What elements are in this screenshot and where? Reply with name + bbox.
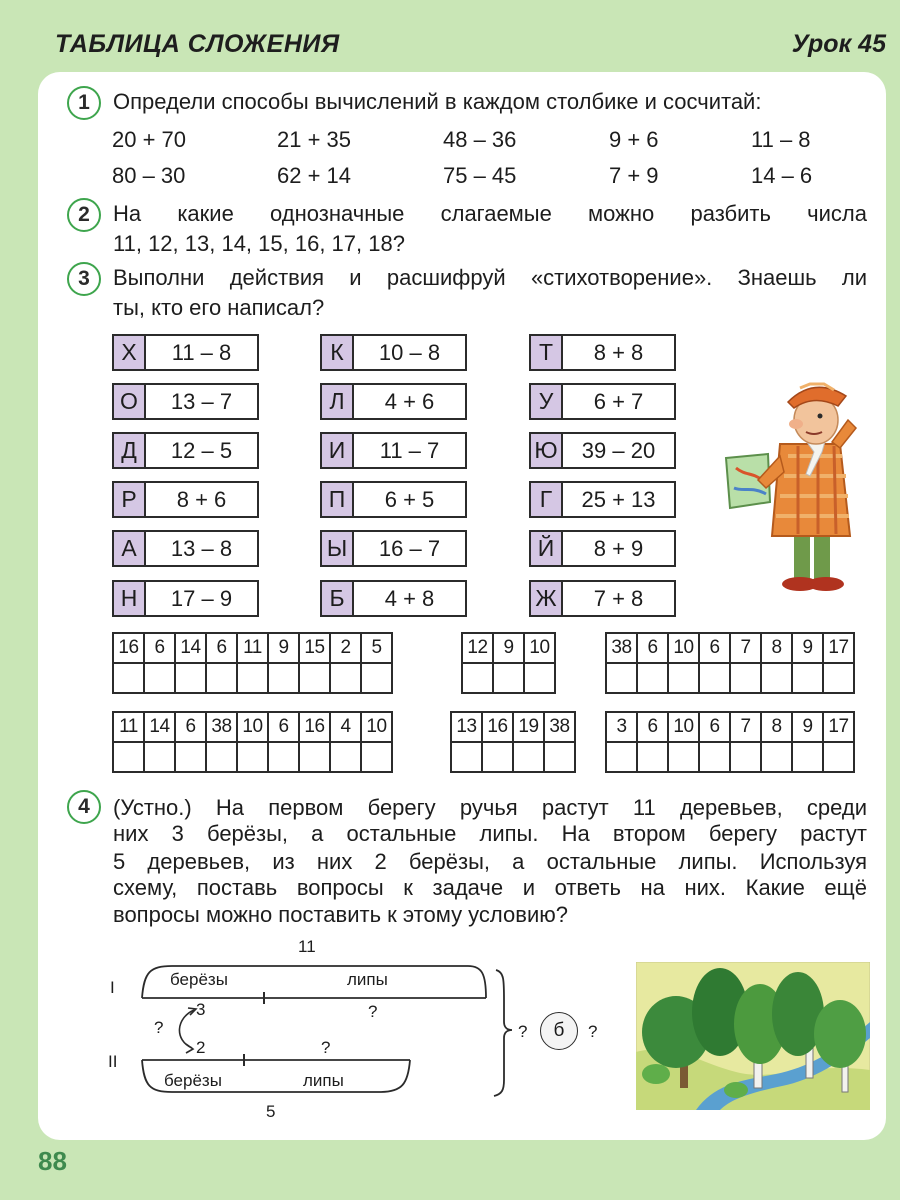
task-number-4: 4 bbox=[67, 790, 101, 824]
grid-code: 8 bbox=[761, 633, 792, 663]
grid-answer-cell[interactable] bbox=[823, 663, 854, 693]
grid-code: 16 bbox=[113, 633, 144, 663]
grid-code: 9 bbox=[792, 712, 823, 742]
task1-expr: 21 + 35 bbox=[277, 127, 352, 152]
grid-answer-cell[interactable] bbox=[637, 663, 668, 693]
cipher-expr: 17 – 9 bbox=[170, 586, 233, 611]
cipher-box bbox=[320, 481, 467, 518]
cipher-box bbox=[112, 481, 259, 518]
grid-code: 15 bbox=[299, 633, 330, 663]
cipher-letter: Н bbox=[114, 582, 146, 615]
grid-answer-cell[interactable] bbox=[237, 742, 268, 772]
grid-code: 14 bbox=[175, 633, 206, 663]
task4-line: них 3 берёзы, а остальные липы. На втором берегу растут bbox=[113, 821, 867, 846]
cipher-letter: У bbox=[531, 385, 563, 418]
cipher-letter: Т bbox=[531, 336, 563, 369]
grid-answer-cell[interactable] bbox=[482, 742, 513, 772]
grid-answer-cell[interactable] bbox=[699, 742, 730, 772]
grid-answer-cell[interactable] bbox=[299, 742, 330, 772]
cipher-box bbox=[320, 334, 467, 371]
scheme-linden-top: липы bbox=[347, 970, 388, 989]
grid-answer-cell[interactable] bbox=[206, 742, 237, 772]
grid-code: 6 bbox=[637, 712, 668, 742]
cipher-box bbox=[529, 383, 676, 420]
grid-code: 19 bbox=[513, 712, 544, 742]
task1-expr: 75 – 45 bbox=[443, 163, 517, 188]
answer-grid-2 bbox=[461, 632, 556, 694]
grid-code: 9 bbox=[268, 633, 299, 663]
cipher-letter: П bbox=[322, 483, 354, 516]
grid-code: 10 bbox=[668, 633, 699, 663]
grid-code: 8 bbox=[761, 712, 792, 742]
grid-code: 6 bbox=[268, 712, 299, 742]
cipher-box bbox=[112, 580, 259, 617]
task1-text: Определи способы вычислений в каждом столбике и сосчитай: bbox=[113, 89, 762, 114]
grid-answer-cell[interactable] bbox=[361, 742, 392, 772]
scheme-three: 3 bbox=[196, 1000, 206, 1019]
cipher-letter: Л bbox=[322, 385, 354, 418]
scheme-two: 2 bbox=[196, 1038, 206, 1057]
grid-code: 38 bbox=[206, 712, 237, 742]
grid-code: 13 bbox=[451, 712, 482, 742]
grid-code: 6 bbox=[206, 633, 237, 663]
task4-line: (Устно.) На первом берегу ручья растут 11 деревьев, среди bbox=[113, 795, 867, 820]
scheme-top-total: 11 bbox=[298, 937, 316, 956]
grid-answer-cell[interactable] bbox=[237, 663, 268, 693]
grid-answer-cell[interactable] bbox=[113, 663, 144, 693]
grid-code: 6 bbox=[699, 633, 730, 663]
cipher-letter: Х bbox=[114, 336, 146, 369]
cipher-expr: 7 + 8 bbox=[593, 586, 644, 611]
cipher-expr: 11 – 8 bbox=[171, 340, 232, 365]
task1-expr: 7 + 9 bbox=[609, 163, 659, 188]
grid-code: 12 bbox=[462, 633, 493, 663]
grid-code: 38 bbox=[606, 633, 637, 663]
page-number: 88 bbox=[38, 1146, 67, 1176]
cipher-expr: 10 – 8 bbox=[378, 340, 441, 365]
task-number-2: 2 bbox=[67, 198, 101, 232]
grid-answer-cell[interactable] bbox=[668, 663, 699, 693]
grid-answer-cell[interactable] bbox=[493, 663, 524, 693]
task3-line2: ты, кто его написал? bbox=[113, 295, 325, 320]
grid-code: 6 bbox=[144, 633, 175, 663]
grid-code: 4 bbox=[330, 712, 361, 742]
grid-answer-cell[interactable] bbox=[175, 663, 206, 693]
scheme-question: ? bbox=[154, 1018, 164, 1037]
grid-answer-cell[interactable] bbox=[113, 742, 144, 772]
cipher-expr: 13 – 7 bbox=[170, 389, 233, 414]
answer-grid-4 bbox=[112, 711, 393, 773]
answer-grid-5 bbox=[450, 711, 576, 773]
cipher-letter: Г bbox=[531, 483, 563, 516]
task1-expr: 20 + 70 bbox=[112, 127, 187, 152]
scheme-birch-top: берёзы bbox=[170, 970, 228, 989]
cipher-box bbox=[320, 432, 467, 469]
grid-answer-cell[interactable] bbox=[268, 742, 299, 772]
scheme-row-1-label: I bbox=[110, 978, 115, 997]
lesson-label: Урок 45 bbox=[791, 30, 886, 58]
cipher-letter: К bbox=[322, 336, 354, 369]
cipher-box bbox=[320, 383, 467, 420]
grid-answer-cell[interactable] bbox=[524, 663, 555, 693]
grid-answer-cell[interactable] bbox=[792, 742, 823, 772]
task1-expr: 11 – 8 bbox=[751, 127, 811, 152]
cipher-letter: Й bbox=[531, 532, 563, 565]
grid-answer-cell[interactable] bbox=[268, 663, 299, 693]
cipher-box bbox=[112, 432, 259, 469]
grid-code: 11 bbox=[113, 712, 144, 742]
grid-answer-cell[interactable] bbox=[761, 742, 792, 772]
grid-code: 11 bbox=[237, 633, 268, 663]
grid-code: 9 bbox=[792, 633, 823, 663]
grid-code: 10 bbox=[237, 712, 268, 742]
scheme-question: ? bbox=[368, 1002, 378, 1021]
grid-answer-cell[interactable] bbox=[668, 742, 699, 772]
cipher-expr: 13 – 8 bbox=[170, 536, 233, 561]
grid-answer-cell[interactable] bbox=[175, 742, 206, 772]
cipher-letter: А bbox=[114, 532, 146, 565]
grid-answer-cell[interactable] bbox=[299, 663, 330, 693]
grid-code: 6 bbox=[637, 633, 668, 663]
cipher-expr: 12 – 5 bbox=[170, 438, 233, 463]
grid-answer-cell[interactable] bbox=[730, 663, 761, 693]
cipher-letter: Р bbox=[114, 483, 146, 516]
cipher-expr: 6 + 5 bbox=[384, 487, 435, 512]
grid-code: 16 bbox=[482, 712, 513, 742]
grid-code: 6 bbox=[175, 712, 206, 742]
cipher-box bbox=[529, 334, 676, 371]
cipher-expr: 16 – 7 bbox=[378, 536, 441, 561]
task1-expr: 80 – 30 bbox=[112, 163, 186, 188]
cipher-letter: Ы bbox=[322, 532, 354, 565]
cipher-expr: 4 + 6 bbox=[384, 389, 435, 414]
cipher-box bbox=[529, 530, 676, 567]
grid-code: 14 bbox=[144, 712, 175, 742]
cipher-box bbox=[320, 530, 467, 567]
grid-answer-cell[interactable] bbox=[330, 663, 361, 693]
answer-grid-1 bbox=[112, 632, 393, 694]
grid-answer-cell[interactable] bbox=[144, 663, 175, 693]
grid-answer-cell[interactable] bbox=[330, 742, 361, 772]
cipher-box bbox=[112, 334, 259, 371]
grid-code: 10 bbox=[668, 712, 699, 742]
cipher-expr: 4 + 8 bbox=[384, 586, 435, 611]
scheme-linden-bottom: липы bbox=[303, 1071, 344, 1090]
cipher-expr: 11 – 7 bbox=[379, 438, 440, 463]
cipher-expr: 6 + 7 bbox=[593, 389, 644, 414]
task-number-3: 3 bbox=[67, 262, 101, 296]
scheme-question: ? bbox=[321, 1038, 331, 1057]
cipher-letter: Ю bbox=[531, 434, 563, 467]
grid-code: 2 bbox=[330, 633, 361, 663]
grid-answer-cell[interactable] bbox=[606, 663, 637, 693]
grid-code: 6 bbox=[699, 712, 730, 742]
cipher-box bbox=[529, 432, 676, 469]
cipher-box bbox=[112, 530, 259, 567]
page-header bbox=[0, 0, 900, 68]
grid-code: 10 bbox=[524, 633, 555, 663]
grid-code: 38 bbox=[544, 712, 575, 742]
operation-circle: б bbox=[540, 1012, 578, 1050]
grid-code: 9 bbox=[493, 633, 524, 663]
cipher-letter: Ж bbox=[531, 582, 563, 615]
cipher-box bbox=[320, 580, 467, 617]
cipher-expr: 25 + 13 bbox=[581, 487, 656, 512]
grid-answer-cell[interactable] bbox=[544, 742, 575, 772]
task1-expr: 48 – 36 bbox=[443, 127, 517, 152]
grid-code: 17 bbox=[823, 712, 854, 742]
grid-code: 7 bbox=[730, 712, 761, 742]
grid-code: 5 bbox=[361, 633, 392, 663]
answer-grid-6 bbox=[605, 711, 855, 773]
trees-by-stream-illustration bbox=[636, 962, 870, 1110]
scheme-question: ? bbox=[588, 1022, 598, 1041]
task1-expr: 14 – 6 bbox=[751, 163, 813, 188]
grid-answer-cell[interactable] bbox=[730, 742, 761, 772]
grid-answer-cell[interactable] bbox=[823, 742, 854, 772]
grid-answer-cell[interactable] bbox=[513, 742, 544, 772]
task4-line: схему, поставь вопросы к задаче и ответь на них. Какие ещё bbox=[113, 875, 867, 900]
task1-expr: 62 + 14 bbox=[277, 163, 352, 188]
cipher-expr: 8 + 6 bbox=[176, 487, 227, 512]
cipher-box bbox=[529, 580, 676, 617]
task-number-1: 1 bbox=[67, 86, 101, 120]
scheme-row-2-label: II bbox=[108, 1052, 118, 1071]
grid-code: 17 bbox=[823, 633, 854, 663]
cipher-letter: Б bbox=[322, 582, 354, 615]
task2-line1: На какие однозначные слагаемые можно разбить числа bbox=[113, 201, 867, 226]
task4-line: 5 деревьев, из них 2 берёзы, а остальные липы. Используя bbox=[113, 849, 867, 874]
grid-answer-cell[interactable] bbox=[206, 663, 237, 693]
grid-answer-cell[interactable] bbox=[606, 742, 637, 772]
grid-code: 3 bbox=[606, 712, 637, 742]
answer-grid-3 bbox=[605, 632, 855, 694]
boy-with-map-illustration bbox=[722, 376, 872, 598]
grid-answer-cell[interactable] bbox=[699, 663, 730, 693]
section-title: ТАБЛИЦА СЛОЖЕНИЯ bbox=[55, 30, 340, 58]
grid-answer-cell[interactable] bbox=[361, 663, 392, 693]
scheme-question: ? bbox=[518, 1022, 528, 1041]
cipher-expr: 8 + 9 bbox=[593, 536, 644, 561]
cipher-letter: Д bbox=[114, 434, 146, 467]
cipher-letter: О bbox=[114, 385, 146, 418]
cipher-expr: 39 – 20 bbox=[581, 438, 656, 463]
grid-answer-cell[interactable] bbox=[451, 742, 482, 772]
cipher-box bbox=[112, 383, 259, 420]
grid-answer-cell[interactable] bbox=[792, 663, 823, 693]
grid-code: 16 bbox=[299, 712, 330, 742]
grid-answer-cell[interactable] bbox=[761, 663, 792, 693]
cipher-box bbox=[529, 481, 676, 518]
task2-line2: 11, 12, 13, 14, 15, 16, 17, 18? bbox=[113, 231, 405, 256]
scheme-bottom-total: 5 bbox=[266, 1102, 276, 1121]
scheme-birch-bottom: берёзы bbox=[164, 1071, 222, 1090]
grid-answer-cell[interactable] bbox=[637, 742, 668, 772]
task1-expr: 9 + 6 bbox=[609, 127, 659, 152]
cipher-letter: И bbox=[322, 434, 354, 467]
grid-answer-cell[interactable] bbox=[462, 663, 493, 693]
grid-code: 7 bbox=[730, 633, 761, 663]
grid-answer-cell[interactable] bbox=[144, 742, 175, 772]
cipher-expr: 8 + 8 bbox=[593, 340, 644, 365]
task4-line: вопросы можно поставить к этому условию? bbox=[113, 902, 568, 927]
grid-code: 10 bbox=[361, 712, 392, 742]
task3-line1: Выполни действия и расшифруй «стихотворение». Знаешь ли bbox=[113, 265, 867, 290]
